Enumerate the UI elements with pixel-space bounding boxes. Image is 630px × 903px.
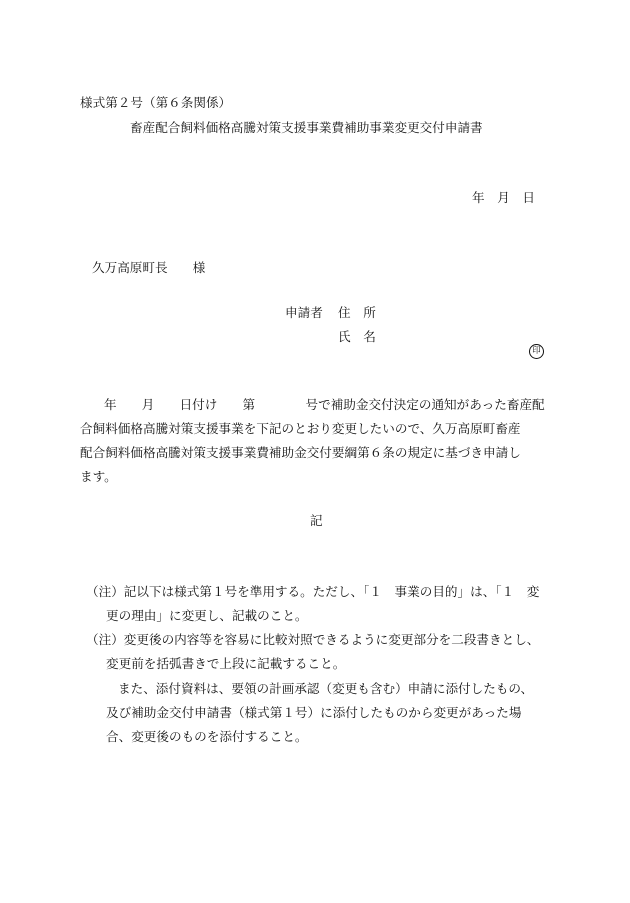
body-line-2: 合飼料価格高騰対策支援事業を下記のとおり変更したいので、久万高原町畜産 (80, 421, 521, 436)
body-line-1: 年 月 日付け 第 号で補助金交付決定の通知があった畜産配 (104, 397, 545, 412)
note-2-line-1: （注）変更後の内容等を容易に比較対照できるように変更部分を二段書きとし、 (86, 632, 540, 647)
ki-heading: 記 (310, 513, 323, 528)
name-label: 氏 名 (338, 329, 376, 344)
date-line: 年 月 日 (472, 190, 535, 205)
note-3-line-3: 合、変更後のものを添付すること。 (106, 729, 308, 744)
seal-mark (521, 330, 544, 359)
body-paragraph (80, 393, 551, 489)
body-line-3: 配合飼料価格高騰対策支援事業費補助金交付要綱第６条の規定に基づき申請し (80, 445, 521, 460)
note-3-line-2: 及び補助金交付申請書（様式第１号）に添付したものから変更があった場 (106, 705, 522, 720)
note-2-line-2: 変更前を括弧書きで上段に記載すること。 (106, 656, 346, 671)
document-title: 畜産配合飼料価格高騰対策支援事業費補助事業変更交付申請書 (130, 120, 483, 135)
addressee: 久万高原町長 様 (92, 260, 206, 275)
form-number-label: 様式第２号（第６条関係） (80, 95, 232, 110)
note-1-line-2: 更の理由」に変更し、記載のこと。 (106, 608, 308, 623)
note-3-line-1: また、添付資料は、要領の計画承認（変更も含む）申請に添付したもの、 (118, 681, 534, 696)
applicant-label: 申請者 (285, 305, 323, 320)
seal-stamp-icon: 印 (529, 344, 544, 359)
note-1-line-1: （注）記以下は様式第１号を準用する。ただし、「１ 事業の目的」は、「１ 変 (86, 584, 540, 599)
address-label: 住 所 (338, 305, 376, 320)
body-line-4: ます。 (80, 469, 117, 484)
